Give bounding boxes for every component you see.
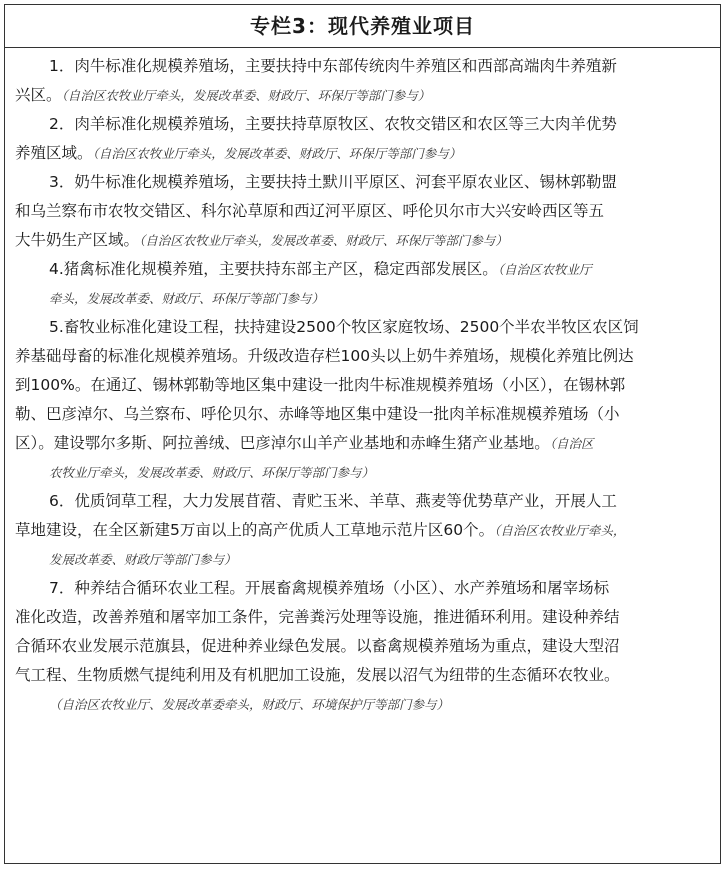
project-item-4 [15, 255, 712, 313]
item-line [15, 110, 712, 139]
item-line [15, 313, 712, 342]
item-line [15, 139, 712, 168]
item-line [15, 690, 712, 719]
item-line [15, 632, 712, 661]
item-text: 5.畜牧业标准化建设工程，扶持建设2500个牧区家庭牧场、2500个半农半牧区农区饲 [49, 318, 639, 336]
item-text: 到100%。在通辽、锡林郭勒等地区集中建设一批肉牛标准规模养殖场（小区），在锡林郭 [15, 376, 626, 394]
item-text: 准化改造，改善养殖和屠宰加工条件，完善粪污处理等设施，推进循环利用。建设种养结 [15, 608, 620, 626]
project-item-3 [15, 168, 712, 255]
responsible-departments-note: （自治区农牧业厅牵头，发展改革委、财政厅、环保厅等部门参与） [92, 146, 462, 161]
column-title: 专栏3：现代养殖业项目 [5, 5, 720, 48]
responsible-departments-note: 农牧业厅牵头，发展改革委、财政厅、环保厅等部门参与） [49, 465, 375, 480]
item-text: 1．肉牛标准化规模养殖场，主要扶持中东部传统肉牛养殖区和西部高端肉牛养殖新 [49, 57, 617, 75]
item-line [15, 545, 712, 574]
item-line [15, 81, 712, 110]
item-text: 区）。建设鄂尔多斯、阿拉善绒、巴彦淖尔山羊产业基地和赤峰生猪产业基地。 [15, 434, 550, 452]
project-item-6 [15, 487, 712, 574]
responsible-departments-note: （自治区农牧业厅牵头，发展改革委、财政厅、环保厅等部门参与） [139, 233, 508, 248]
project-item-7 [15, 574, 712, 719]
item-line [15, 429, 712, 458]
item-line [15, 226, 712, 255]
responsible-departments-note: （自治区农牧业厅 [497, 262, 592, 277]
item-text: 合循环农业发展示范旗县，促进种养业绿色发展。以畜禽规模养殖场为重点，建设大型沼 [15, 637, 620, 655]
item-text: 4.猪禽标准化规模养殖，主要扶持东部主产区，稳定西部发展区。 [49, 260, 498, 278]
project-item-1 [15, 52, 712, 110]
responsible-departments-note: （自治区农牧业厅牵头， [494, 523, 626, 538]
item-line [15, 168, 712, 197]
item-text: 6．优质饲草工程，大力发展苜蓿、青贮玉米、羊草、燕麦等优势草产业，开展人工 [49, 492, 617, 510]
item-line [15, 603, 712, 632]
item-line [15, 487, 712, 516]
item-text: 勒、巴彦淖尔、乌兰察布、呼伦贝尔、赤峰等地区集中建设一批肉羊标准规模养殖场（小 [15, 405, 620, 423]
item-line [15, 371, 712, 400]
project-item-2 [15, 110, 712, 168]
item-text: 草地建设，在全区新建5万亩以上的高产优质人工草地示范片区60个。 [15, 521, 495, 539]
item-line [15, 661, 712, 690]
item-text: 3．奶牛标准化规模养殖场，主要扶持土默川平原区、河套平原农业区、锡林郭勒盟 [49, 173, 617, 191]
column-box [4, 4, 721, 864]
item-text: 和乌兰察布市农牧交错区、科尔沁草原和西辽河平原区、呼伦贝尔市大兴安岭西区等五 [15, 202, 605, 220]
responsible-departments-note: 发展改革委、财政厅等部门参与） [49, 552, 237, 567]
item-text: 2．肉羊标准化规模养殖场，主要扶持草原牧区、农牧交错区和农区等三大肉羊优势 [49, 115, 617, 133]
item-line [15, 574, 712, 603]
item-line [15, 400, 712, 429]
item-text: 养殖区域。 [15, 144, 93, 162]
item-text: 兴区。 [15, 86, 62, 104]
item-line [15, 52, 712, 81]
item-line [15, 284, 712, 313]
item-line [15, 197, 712, 226]
responsible-departments-note: （自治区农牧业厅牵头，发展改革委、财政厅、环保厅等部门参与） [61, 88, 431, 103]
project-item-5 [15, 313, 712, 487]
item-line [15, 516, 712, 545]
item-text: 大牛奶生产区域。 [15, 231, 140, 249]
item-text: 7．种养结合循环农业工程。开展畜禽规模养殖场（小区）、水产养殖场和屠宰场标 [49, 579, 610, 597]
item-line [15, 458, 712, 487]
item-text: 气工程、生物质燃气提纯利用及有机肥加工设施，发展以沼气为纽带的生态循环农牧业。 [15, 666, 620, 684]
responsible-departments-note: （自治区 [549, 436, 594, 451]
item-line [15, 255, 712, 284]
responsible-departments-note: （自治区农牧业厅、发展改革委牵头，财政厅、环境保护厅等部门参与） [49, 697, 450, 712]
responsible-departments-note: 牵头，发展改革委、财政厅、环保厅等部门参与） [49, 291, 325, 306]
column-content [5, 48, 720, 719]
item-text: 养基础母畜的标准化规模养殖场。升级改造存栏100头以上奶牛养殖场，规模化养殖比例达 [15, 347, 634, 365]
item-line [15, 342, 712, 371]
